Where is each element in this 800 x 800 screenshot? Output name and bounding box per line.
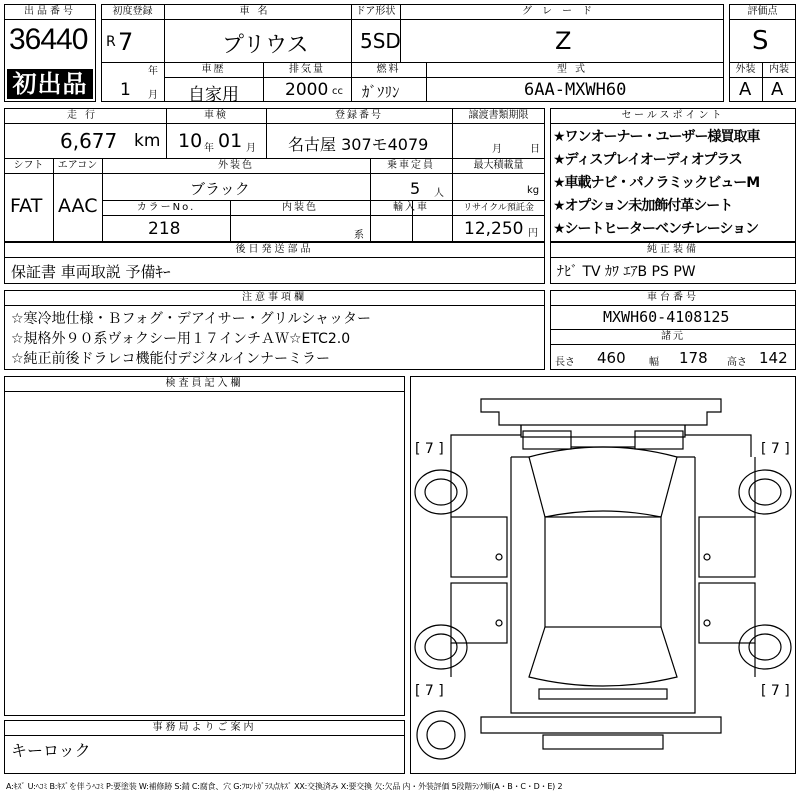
chassis-box xyxy=(550,290,796,370)
inspector-box xyxy=(4,376,405,716)
tire-mark-rl: [ 7 ] xyxy=(415,683,444,699)
transfer-month-unit: 月 xyxy=(492,144,502,155)
lot-box xyxy=(4,4,96,102)
notes-label: 注意事項欄 xyxy=(5,291,544,306)
inspection-year-unit: 年 xyxy=(204,143,214,154)
int-score-label: 内装 xyxy=(769,64,789,75)
later-parts-value: 保証書 車両取説 予備ｷｰ xyxy=(11,263,171,281)
aircon-label: エアコン xyxy=(57,160,98,171)
height-label: 高さ xyxy=(727,357,747,368)
sales-points-box xyxy=(550,108,796,242)
chassis-label: 車台番号 xyxy=(551,291,795,306)
lot-label: 出品番号 xyxy=(5,5,95,20)
first-reg-month-unit: 月 xyxy=(148,90,158,101)
recycle-unit: 円 xyxy=(528,228,538,239)
office-value: キーロック xyxy=(11,741,91,760)
score-label: 評価点 xyxy=(747,6,778,17)
equipment-box xyxy=(550,242,796,284)
recycle-label: リサイクル預託金 xyxy=(463,203,534,213)
max-load-label: 最大積載量 xyxy=(473,160,524,171)
office-label: 事務局よりご案内 xyxy=(5,721,404,736)
capacity-value: 5 xyxy=(410,179,421,198)
fuel-label: 燃料 xyxy=(376,64,401,75)
ext-color-value: ブラック xyxy=(190,180,250,198)
registration-value: 名古屋 307モ4079 xyxy=(288,135,429,154)
inspection-month: 01 xyxy=(218,130,243,152)
note-1: ☆寒冷地仕様・Ｂフォグ・デアイサー・グリルシャッター xyxy=(11,311,371,327)
lot-number: 36440 xyxy=(9,23,88,56)
sales-point-4: ★オプション未加飾付革シート xyxy=(553,198,733,214)
grade-label: グレード xyxy=(522,6,602,17)
width-value: 178 xyxy=(679,349,708,367)
history-value: 自家用 xyxy=(188,85,239,105)
displacement-unit: cc xyxy=(332,86,343,97)
int-color-unit: 系 xyxy=(354,230,364,241)
width-label: 幅 xyxy=(649,357,659,368)
tire-mark-fl: [ 7 ] xyxy=(415,441,444,457)
notes-box xyxy=(4,290,545,370)
mileage-value: 6,677 xyxy=(60,129,118,153)
first-reg-label: 初度登録 xyxy=(112,6,153,17)
first-reg-year: 7 xyxy=(118,28,134,56)
int-score: A xyxy=(771,79,784,100)
inspection-year: 10 xyxy=(178,130,203,152)
score-value: S xyxy=(752,26,769,56)
sales-points-label: セールスポイント xyxy=(551,109,795,124)
inspection-label: 車検 xyxy=(204,110,228,121)
inspection-month-unit: 月 xyxy=(246,143,256,154)
sales-point-5: ★シートヒーターベンチレーション xyxy=(553,221,759,237)
height-value: 142 xyxy=(759,349,788,367)
car-outline xyxy=(411,377,795,773)
later-parts-label: 後日発送部品 xyxy=(5,243,544,258)
ext-score: A xyxy=(739,79,752,100)
length-value: 460 xyxy=(597,349,626,367)
capacity-unit: 人 xyxy=(434,188,444,199)
mileage-label: 走行 xyxy=(67,110,103,121)
sales-point-2: ★ディスプレイオーディオプラス xyxy=(553,152,742,168)
car-name: プリウス xyxy=(222,33,309,58)
inspector-label: 検査員記入欄 xyxy=(5,377,404,392)
tire-mark-rr: [ 7 ] xyxy=(761,683,790,699)
displacement-value: 2000 xyxy=(285,80,329,100)
transfer-day-unit: 日 xyxy=(530,144,540,155)
dims-label: 諸元 xyxy=(661,331,685,342)
ext-color-label: 外装色 xyxy=(218,160,254,171)
first-reg-era: R xyxy=(106,34,116,50)
color-no-value: 218 xyxy=(148,219,181,239)
shift-label: シフト xyxy=(13,160,44,171)
registration-label: 登録番号 xyxy=(335,110,383,121)
car-diagram xyxy=(410,376,796,774)
first-listing-badge: 初出品 xyxy=(7,69,93,99)
model-label: 型式 xyxy=(557,64,593,75)
grade-value: Z xyxy=(555,27,572,55)
history-label: 車歴 xyxy=(201,64,226,75)
first-reg-month: 1 xyxy=(120,80,131,100)
note-2: ☆規格外９０系ヴォクシー用１７インチＡＷ☆ETC2.0 xyxy=(11,331,351,347)
transfer-label: 譲渡書類期限 xyxy=(468,110,529,121)
car-name-label: 車名 xyxy=(239,6,276,17)
color-no-label: カラーNo. xyxy=(136,202,196,213)
legend: A:ｷｽﾞ U:ﾍｺﾐ B:ｷｽﾞを伴うﾍｺﾐ P:要塗装 W:補修跡 S:錆 C:腐食、穴 G:ﾌﾛﾝﾄｶﾞﾗｽ点ｷｽﾞ XX:交換済み X:要交換 欠:欠品 内・外装評価 5段階ﾗﾝｸ順(A・B・C・D・E) 2 xyxy=(6,782,563,791)
sales-point-3: ★車載ナビ・パノラミックビューM xyxy=(553,175,760,191)
first-reg-year-unit: 年 xyxy=(148,66,158,77)
capacity-label: 乗車定員 xyxy=(387,160,435,171)
fuel-value: ｶﾞｿﾘﾝ xyxy=(362,83,400,101)
length-label: 長さ xyxy=(555,357,575,368)
mileage-unit: km xyxy=(134,131,161,151)
tire-mark-fr: [ 7 ] xyxy=(761,441,790,457)
door-label: ドア形状 xyxy=(355,6,396,17)
office-box xyxy=(4,720,405,774)
equipment-value: ﾅﾋﾞ TV ｶﾜ ｴｱB PS PW xyxy=(557,264,696,280)
chassis-value: MXWH60-4108125 xyxy=(603,308,730,326)
ext-score-label: 外装 xyxy=(735,64,756,75)
equipment-label: 純正装備 xyxy=(551,243,795,258)
displacement-label: 排気量 xyxy=(289,64,325,75)
import-label: 輸入車 xyxy=(393,202,429,213)
model-value: 6AA-MXWH60 xyxy=(524,80,627,100)
max-load-unit: kg xyxy=(527,185,540,196)
recycle-value: 12,250 xyxy=(464,219,524,239)
later-parts-box xyxy=(4,242,545,284)
aircon-value: AAC xyxy=(58,195,98,217)
shift-value: FAT xyxy=(10,195,43,217)
note-3: ☆純正前後ドラレコ機能付デジタルインナーミラー xyxy=(11,351,331,367)
sales-point-1: ★ワンオーナー・ユーザー様買取車 xyxy=(553,129,760,145)
int-color-label: 内装色 xyxy=(282,202,318,213)
door-value: 5SD xyxy=(360,29,401,53)
